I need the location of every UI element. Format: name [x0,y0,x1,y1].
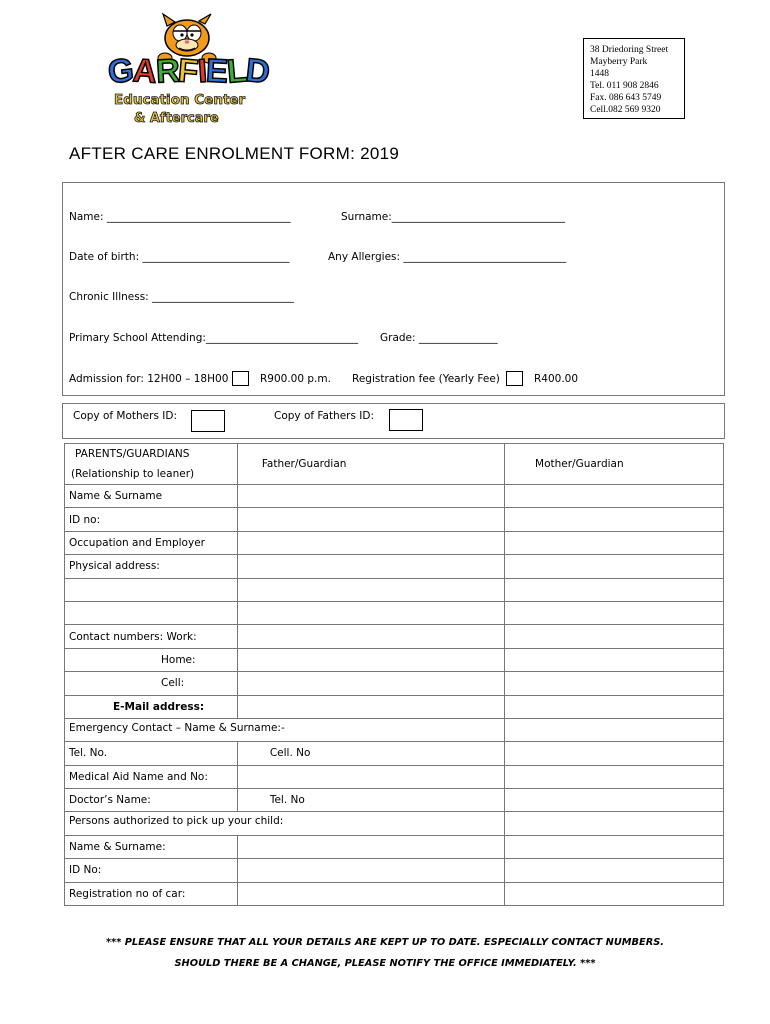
address-fax: Fax. 086 643 5749 [590,93,662,103]
father-name-input[interactable] [237,485,504,508]
header-parents-label: PARENTS/GUARDIANS [75,448,190,460]
father-address-input[interactable] [237,555,504,578]
primary-school-field[interactable]: Primary School Attending:_____________________________ [69,332,359,344]
table-row [65,578,724,601]
table-row [65,695,724,718]
mother-home-input[interactable] [505,648,724,671]
row-label-name-surname: Name & Surname [65,485,238,508]
father-occupation-input[interactable] [237,531,504,554]
grade-field[interactable]: Grade: _______________ [380,332,498,344]
logo-subtitle-aftercare: & Aftercare [134,111,219,126]
table-row [65,859,724,882]
table-row [65,718,724,741]
medical-aid-input[interactable] [237,765,504,788]
mother-cell-input[interactable] [505,672,724,695]
logo-wordmark [108,52,269,90]
form-title: AFTER CARE ENROLMENT FORM: 2019 [69,144,400,163]
table-row [65,555,724,578]
row-label-emergency-contact: Emergency Contact – Name & Surname:- [69,721,285,734]
row-label-work: Contact numbers: Work: [65,625,238,648]
table-header-row [65,444,724,485]
mother-email-input[interactable] [505,695,724,718]
registration-checkbox[interactable] [506,371,523,386]
surname-field[interactable]: Surname:_________________________________ [341,211,566,223]
row-label-physical-address: Physical address: [65,555,238,578]
logo-letter: D [244,50,271,91]
address-code: 1448 [590,69,609,79]
row-label-medical-aid: Medical Aid Name and No: [65,765,238,788]
row-label-email: E-Mail address: [65,695,238,718]
doctor-tel-input[interactable] [505,789,724,812]
emergency-contact-cell [65,718,285,741]
father-work-input[interactable] [237,625,504,648]
mother-work-input[interactable] [505,625,724,648]
table-row [65,812,724,835]
row-label-cell: Cell: [65,672,238,695]
allergies-field[interactable]: Any Allergies: _______________________________ [328,251,567,263]
emergency-cell-label: Cell. No [237,742,504,765]
address-line-2-label [65,578,238,601]
copy-fathers-id-checkbox[interactable] [389,409,423,431]
mother-id-input[interactable] [505,508,724,531]
table-row [65,789,724,812]
person-id-extra[interactable] [505,859,724,882]
mother-address-line-2[interactable] [505,578,724,601]
logo-letter: G [106,50,135,91]
row-label-person-id: ID No: [65,859,238,882]
table-row [65,531,724,554]
logo-letter: I [196,51,207,90]
table-row [65,672,724,695]
car-registration-input[interactable] [237,882,504,905]
row-label-occupation: Occupation and Employer [65,531,238,554]
logo-letter: E [204,51,228,90]
table-row [65,835,724,858]
father-home-input[interactable] [237,648,504,671]
mother-address-input[interactable] [505,555,724,578]
logo-letter: L [225,51,248,90]
mother-address-line-3[interactable] [505,601,724,624]
row-label-doctor: Doctor’s Name: [65,789,238,812]
person-id-input[interactable] [237,859,504,882]
persons-authorized-cell [65,812,284,835]
emergency-contact-extra[interactable] [505,718,724,741]
header-parents-guardians [65,444,238,485]
table-row [65,601,724,624]
row-label-person-name: Name & Surname: [65,835,238,858]
row-label-id: ID no: [65,508,238,531]
chronic-illness-field[interactable]: Chronic Illness: ___________________________ [69,291,294,303]
table-row [65,485,724,508]
notice-line-1: *** PLEASE ENSURE THAT ALL YOUR DETAILS ARE KEPT UP TO DATE. ESPECIALLY CONTACT NUMBERS. [105,937,665,948]
father-address-line-3[interactable] [237,601,504,624]
copy-mothers-id-checkbox[interactable] [191,410,225,432]
mother-name-input[interactable] [505,485,724,508]
table-row [65,625,724,648]
address-box [583,38,685,119]
row-label-persons-authorized: Persons authorized to pick up your child: [69,815,284,828]
row-label-car-registration: Registration no of car: [65,882,238,905]
registration-fee-label: Registration fee (Yearly Fee) [352,373,500,385]
copy-mothers-id-label: Copy of Mothers ID: [73,410,177,422]
person-name-input[interactable] [237,835,504,858]
father-email-input[interactable] [237,695,504,718]
registration-fee-amount: R400.00 [534,373,579,385]
notice-line-2: SHOULD THERE BE A CHANGE, PLEASE NOTIFY THE OFFICE IMMEDIATELY. *** [174,958,596,969]
father-id-input[interactable] [237,508,504,531]
address-cell: Cell.082 569 9320 [590,105,661,115]
address-line-3-label [65,601,238,624]
admission-label: Admission for: 12H00 – 18H00 [69,373,229,385]
table-row [65,508,724,531]
copy-fathers-id-label: Copy of Fathers ID: [274,410,375,422]
car-registration-extra[interactable] [505,882,724,905]
header-mother-guardian: Mother/Guardian [505,444,724,485]
table-row [65,882,724,905]
address-street: 38 Driedoring Street [590,45,669,55]
logo-letter: A [131,51,157,90]
row-label-tel: Tel. No. [65,742,238,765]
address-suburb: Mayberry Park [590,57,648,67]
table-row [65,765,724,788]
father-cell-input[interactable] [237,672,504,695]
persons-authorized-extra[interactable] [505,812,724,835]
doctor-tel-label: Tel. No [237,789,504,812]
person-name-extra[interactable] [505,835,724,858]
header-father-guardian: Father/Guardian [237,444,504,485]
header-relationship-label: (Relationship to leaner) [71,468,195,480]
emergency-cell-input[interactable] [505,742,724,765]
logo-letter: R [154,51,180,90]
table-row [65,648,724,671]
parents-guardians-table [64,443,724,906]
medical-aid-extra[interactable] [505,765,724,788]
father-address-line-2[interactable] [237,578,504,601]
mother-occupation-input[interactable] [505,531,724,554]
logo-letter: F [176,51,200,90]
admission-fee: R900.00 p.m. [260,373,331,385]
admission-checkbox[interactable] [232,371,249,386]
address-tel: Tel. 011 908 2846 [590,81,659,91]
table-row [65,742,724,765]
name-field[interactable]: Name: ___________________________________ [69,211,291,223]
logo-subtitle-education-center: Education Center [114,92,246,108]
date-of-birth-field[interactable]: Date of birth: ____________________________ [69,251,290,263]
row-label-home: Home: [65,648,238,671]
